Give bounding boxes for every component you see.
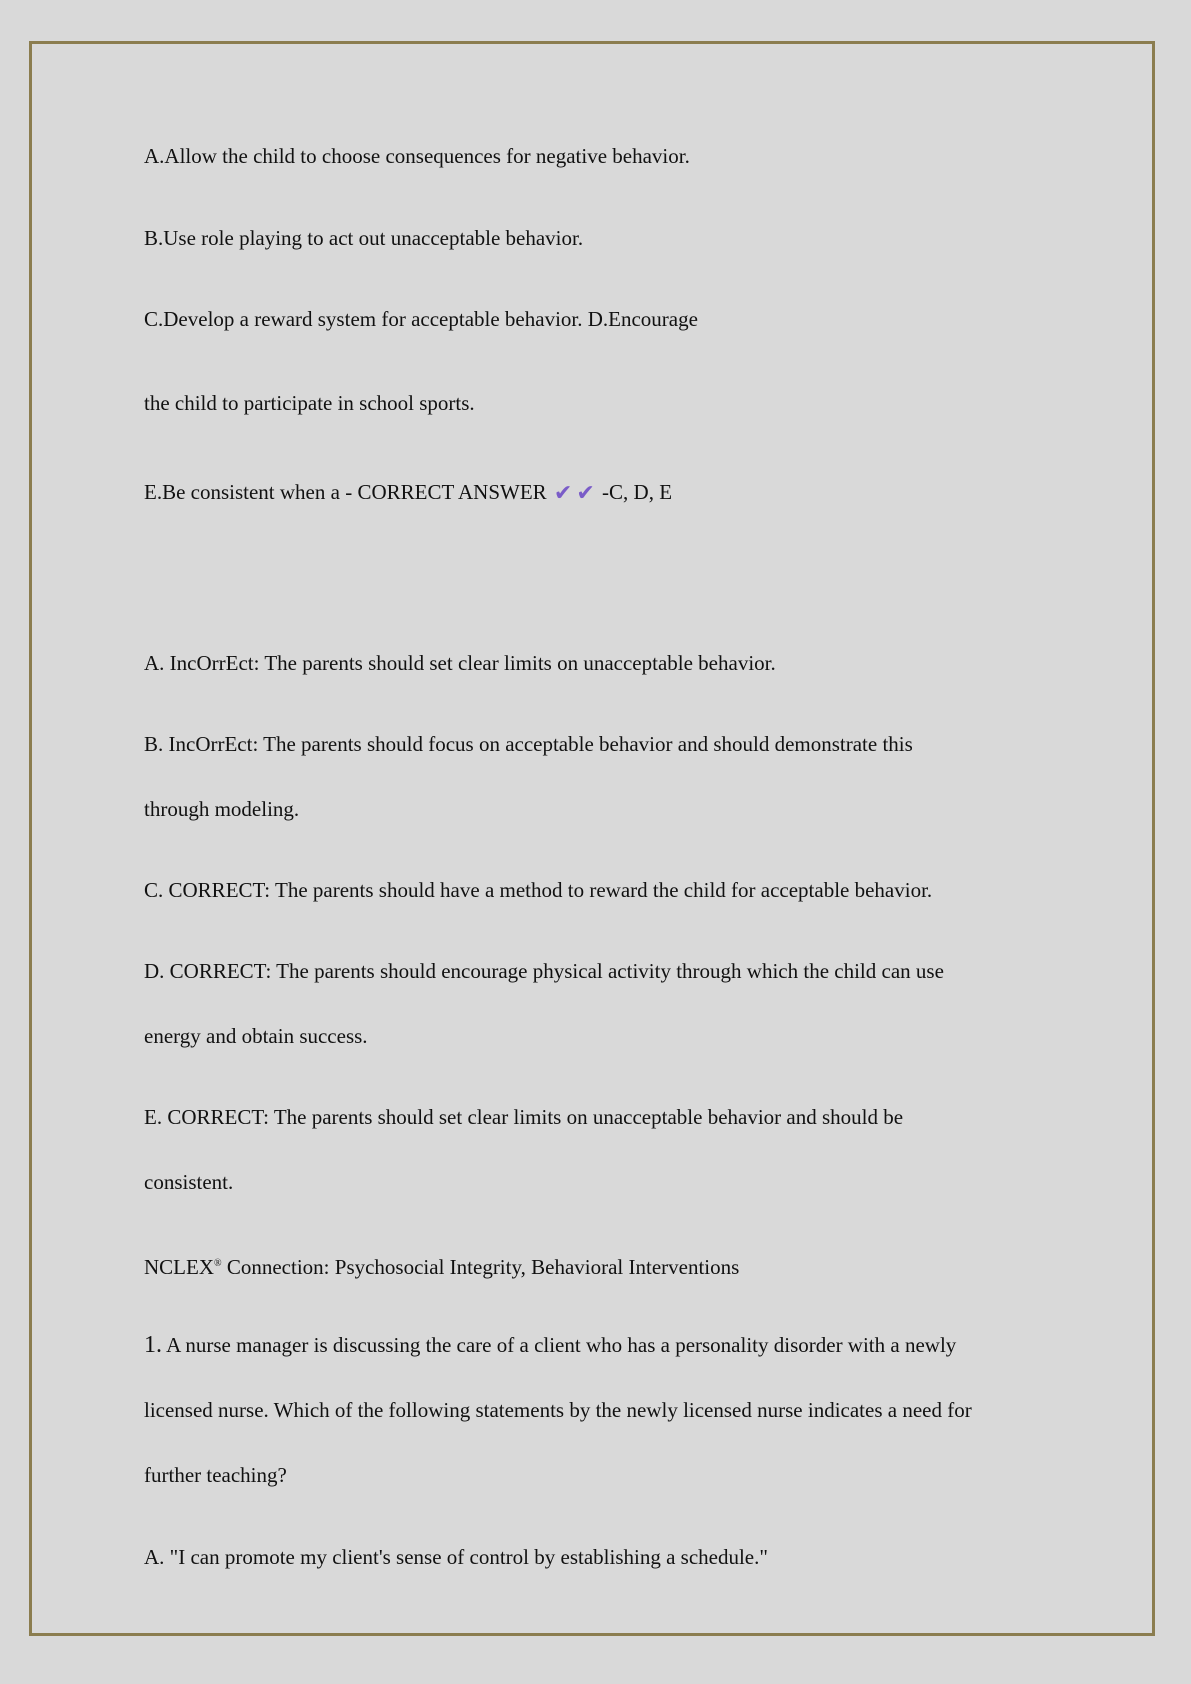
rationale-d: D. CORRECT: The parents should encourage physical activity through which the child can use [144,959,944,983]
question-1-line1: A nurse manager is discussing the care of a client who has a personality disorder with a newly [162,1333,957,1357]
option-b-text: B.Use role playing to act out unacceptable behavior. [144,226,584,250]
question-1-line2: licensed nurse. Which of the following statements by the newly licensed nurse indicates a need for [144,1398,972,1422]
rationale-b: B. IncOrrEct: The parents should focus on acceptable behavior and should demonstrate this [144,732,913,756]
question-1-line3: further teaching? [144,1463,287,1487]
correct-answer-value: -C, D, E [602,480,673,504]
checkmark-icon: ✔ [576,481,595,506]
option-c-d-text: C.Develop a reward system for acceptable behavior. D.Encourage [144,307,698,331]
nclex-text: Connection: Psychosocial Integrity, Behavioral Interventions [221,1255,740,1279]
nclex-label: NCLEX [144,1255,214,1279]
option-e-answer-line [144,479,672,507]
rationale-e-continuation: consistent. [144,1170,234,1194]
option-a-text: A.Allow the child to choose consequences for negative behavior. [144,144,690,168]
rationale-e: E. CORRECT: The parents should set clear limits on unacceptable behavior and should be [144,1105,904,1129]
rationale-b-continuation: through modeling. [144,797,300,821]
question-1-stem [144,1332,956,1358]
option-e-text: E.Be consistent when a - CORRECT ANSWER [144,480,547,504]
registered-mark: ® [214,1258,222,1269]
option-d-continuation: the child to participate in school sports. [144,391,475,415]
rationale-d-continuation: energy and obtain success. [144,1024,368,1048]
rationale-a: A. IncOrrEct: The parents should set clear limits on unacceptable behavior. [144,651,776,675]
question-1-option-a: A. "I can promote my client's sense of control by establishing a schedule." [144,1545,768,1569]
checkmark-icon: ✔ [553,481,573,506]
nclex-connection [144,1251,739,1280]
rationale-c: C. CORRECT: The parents should have a method to reward the child for acceptable behavior. [144,878,933,902]
question-number: 1. [144,1332,162,1358]
